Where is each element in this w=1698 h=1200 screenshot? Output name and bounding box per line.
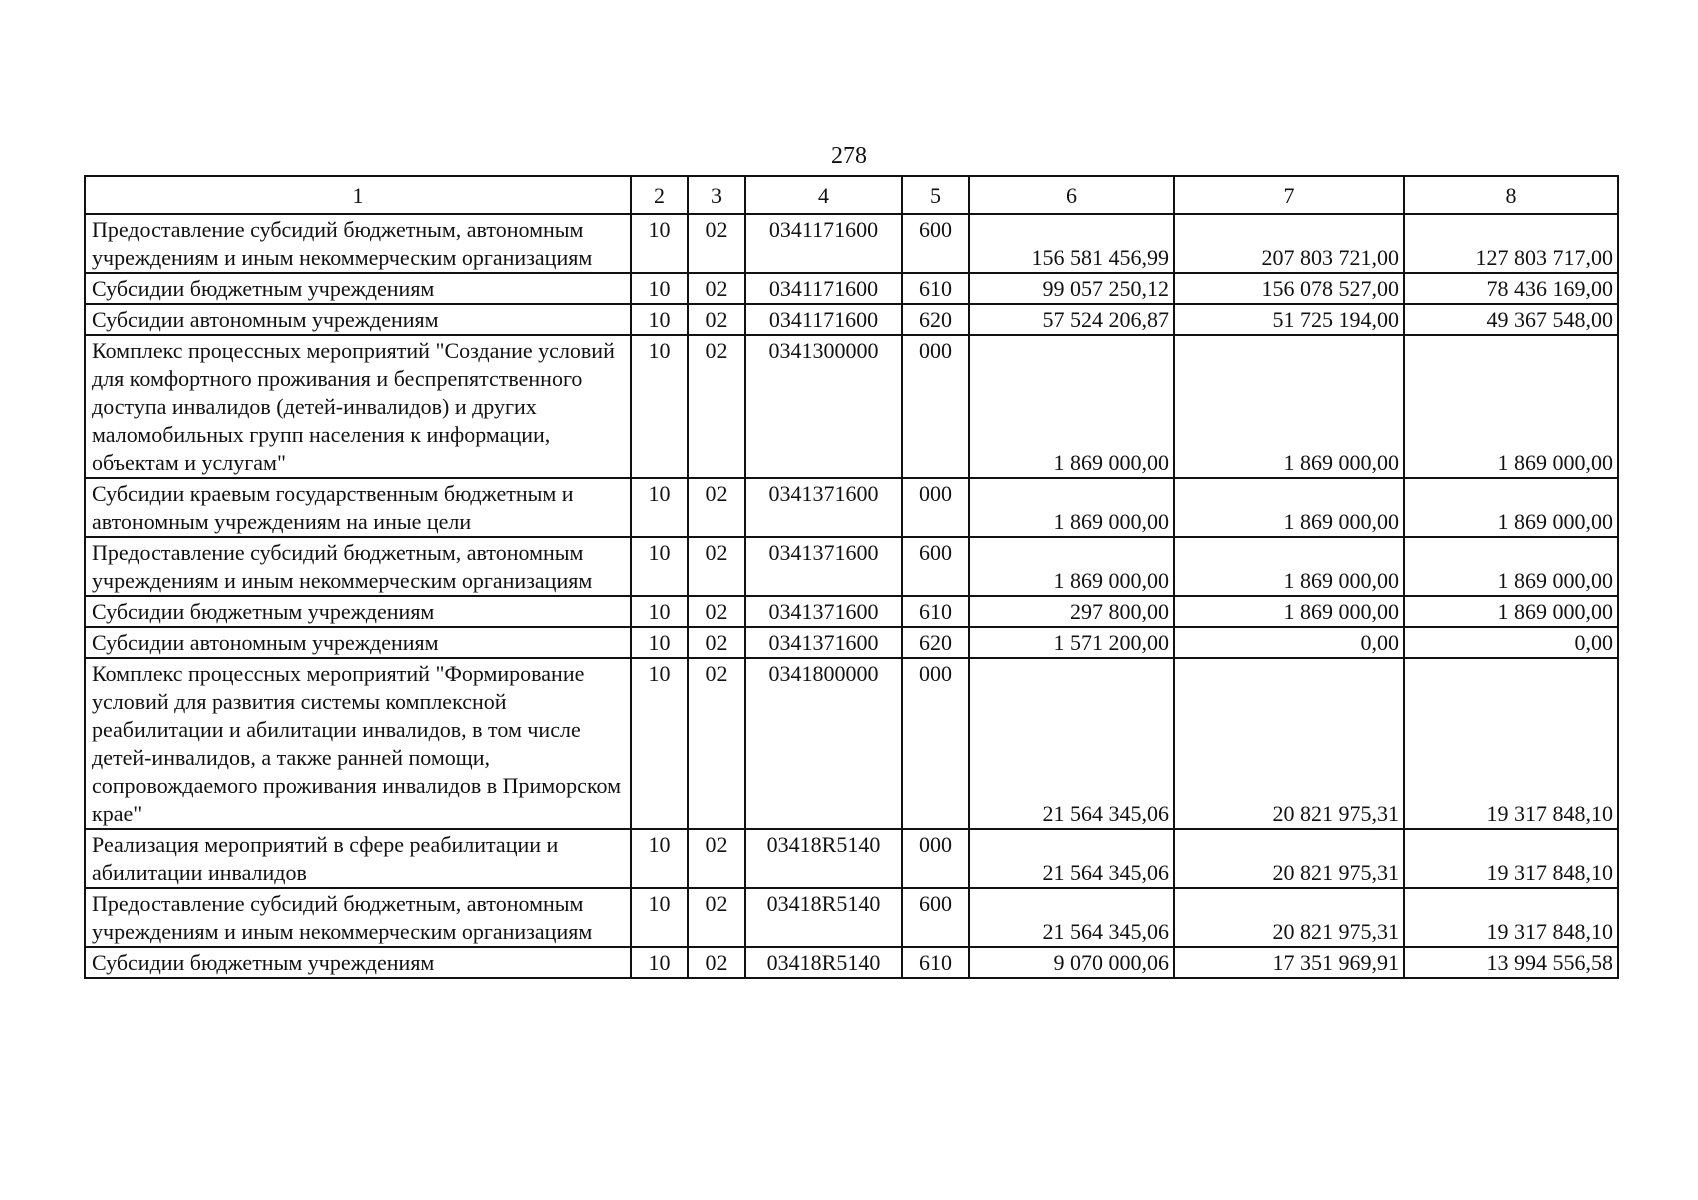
column-header-3: 3 [688, 176, 745, 214]
expense-type-code: 610 [902, 947, 969, 978]
row-name: Субсидии автономным учреждениям [85, 627, 631, 658]
row-name: Комплекс процессных мероприятий "Формирование условий для развития системы комплексной реабилитации и абилитации инвалидов, в том числе детей-инвалидов, а также ранней помощи, сопровождаемого проживания инвалидов в Приморском крае" [85, 658, 631, 829]
subsection-code: 02 [688, 214, 745, 273]
target-article-code: 03418R5140 [745, 829, 902, 888]
amount-col-6: 9 070 000,06 [969, 947, 1174, 978]
amount-col-6: 21 564 345,06 [969, 829, 1174, 888]
section-code: 10 [631, 478, 688, 537]
amount-col-6: 1 869 000,00 [969, 335, 1174, 478]
column-header-7: 7 [1174, 176, 1404, 214]
target-article-code: 0341171600 [745, 304, 902, 335]
column-header-2: 2 [631, 176, 688, 214]
row-name: Предоставление субсидий бюджетным, автономным учреждениям и иным некоммерческим организациям [85, 214, 631, 273]
amount-col-7: 51 725 194,00 [1174, 304, 1404, 335]
row-name: Субсидии автономным учреждениям [85, 304, 631, 335]
amount-col-7: 1 869 000,00 [1174, 596, 1404, 627]
row-name: Предоставление субсидий бюджетным, автономным учреждениям и иным некоммерческим организациям [85, 537, 631, 596]
amount-col-8: 1 869 000,00 [1404, 335, 1618, 478]
amount-col-8: 78 436 169,00 [1404, 273, 1618, 304]
amount-col-8: 13 994 556,58 [1404, 947, 1618, 978]
expense-type-code: 600 [902, 214, 969, 273]
table-row [85, 478, 1618, 537]
target-article-code: 0341800000 [745, 658, 902, 829]
table-row [85, 888, 1618, 947]
amount-col-8: 1 869 000,00 [1404, 478, 1618, 537]
amount-col-7: 156 078 527,00 [1174, 273, 1404, 304]
amount-col-8: 19 317 848,10 [1404, 888, 1618, 947]
section-code: 10 [631, 335, 688, 478]
amount-col-6: 57 524 206,87 [969, 304, 1174, 335]
amount-col-6: 1 571 200,00 [969, 627, 1174, 658]
expense-type-code: 000 [902, 658, 969, 829]
expense-type-code: 610 [902, 596, 969, 627]
table-row [85, 947, 1618, 978]
target-article-code: 0341171600 [745, 214, 902, 273]
amount-col-8: 19 317 848,10 [1404, 658, 1618, 829]
expense-type-code: 600 [902, 537, 969, 596]
table-row [85, 627, 1618, 658]
target-article-code: 0341371600 [745, 537, 902, 596]
subsection-code: 02 [688, 478, 745, 537]
row-name: Субсидии бюджетным учреждениям [85, 596, 631, 627]
target-article-code: 0341171600 [745, 273, 902, 304]
subsection-code: 02 [688, 596, 745, 627]
page-number: 278 [831, 143, 867, 169]
amount-col-7: 20 821 975,31 [1174, 888, 1404, 947]
subsection-code: 02 [688, 947, 745, 978]
amount-col-6: 1 869 000,00 [969, 537, 1174, 596]
column-header-8: 8 [1404, 176, 1618, 214]
table-row [85, 335, 1618, 478]
column-header-1: 1 [85, 176, 631, 214]
table-row [85, 658, 1618, 829]
amount-col-7: 1 869 000,00 [1174, 537, 1404, 596]
header-row [85, 176, 1618, 214]
subsection-code: 02 [688, 829, 745, 888]
row-name: Комплекс процессных мероприятий "Создание условий для комфортного проживания и беспрепятственного доступа инвалидов (детей-инвалидов) и других маломобильных групп населения к информации, объектам и услугам" [85, 335, 631, 478]
amount-col-8: 49 367 548,00 [1404, 304, 1618, 335]
amount-col-7: 207 803 721,00 [1174, 214, 1404, 273]
subsection-code: 02 [688, 888, 745, 947]
expense-type-code: 620 [902, 627, 969, 658]
target-article-code: 03418R5140 [745, 888, 902, 947]
expense-type-code: 000 [902, 829, 969, 888]
amount-col-7: 17 351 969,91 [1174, 947, 1404, 978]
table-row [85, 304, 1618, 335]
amount-col-8: 1 869 000,00 [1404, 596, 1618, 627]
table-row [85, 596, 1618, 627]
amount-col-7: 20 821 975,31 [1174, 829, 1404, 888]
amount-col-6: 21 564 345,06 [969, 888, 1174, 947]
amount-col-6: 156 581 456,99 [969, 214, 1174, 273]
amount-col-6: 99 057 250,12 [969, 273, 1174, 304]
expense-type-code: 000 [902, 335, 969, 478]
expense-type-code: 600 [902, 888, 969, 947]
target-article-code: 0341371600 [745, 596, 902, 627]
row-name: Субсидии бюджетным учреждениям [85, 273, 631, 304]
section-code: 10 [631, 829, 688, 888]
budget-table [84, 175, 1619, 979]
amount-col-7: 1 869 000,00 [1174, 335, 1404, 478]
amount-col-8: 0,00 [1404, 627, 1618, 658]
target-article-code: 0341300000 [745, 335, 902, 478]
section-code: 10 [631, 273, 688, 304]
subsection-code: 02 [688, 304, 745, 335]
subsection-code: 02 [688, 537, 745, 596]
amount-col-6: 21 564 345,06 [969, 658, 1174, 829]
row-name: Предоставление субсидий бюджетным, автономным учреждениям и иным некоммерческим организациям [85, 888, 631, 947]
section-code: 10 [631, 888, 688, 947]
subsection-code: 02 [688, 273, 745, 304]
target-article-code: 0341371600 [745, 478, 902, 537]
column-header-5: 5 [902, 176, 969, 214]
expense-type-code: 000 [902, 478, 969, 537]
amount-col-7: 1 869 000,00 [1174, 478, 1404, 537]
section-code: 10 [631, 947, 688, 978]
expense-type-code: 610 [902, 273, 969, 304]
subsection-code: 02 [688, 627, 745, 658]
amount-col-7: 0,00 [1174, 627, 1404, 658]
amount-col-8: 127 803 717,00 [1404, 214, 1618, 273]
section-code: 10 [631, 537, 688, 596]
table-row [85, 214, 1618, 273]
table-row [85, 537, 1618, 596]
subsection-code: 02 [688, 658, 745, 829]
row-name: Субсидии бюджетным учреждениям [85, 947, 631, 978]
amount-col-6: 1 869 000,00 [969, 478, 1174, 537]
section-code: 10 [631, 304, 688, 335]
section-code: 10 [631, 658, 688, 829]
row-name: Реализация мероприятий в сфере реабилитации и абилитации инвалидов [85, 829, 631, 888]
table-row [85, 273, 1618, 304]
column-header-4: 4 [745, 176, 902, 214]
amount-col-8: 1 869 000,00 [1404, 537, 1618, 596]
section-code: 10 [631, 214, 688, 273]
target-article-code: 0341371600 [745, 627, 902, 658]
target-article-code: 03418R5140 [745, 947, 902, 978]
subsection-code: 02 [688, 335, 745, 478]
row-name: Субсидии краевым государственным бюджетным и автономным учреждениям на иные цели [85, 478, 631, 537]
amount-col-7: 20 821 975,31 [1174, 658, 1404, 829]
section-code: 10 [631, 627, 688, 658]
expense-type-code: 620 [902, 304, 969, 335]
section-code: 10 [631, 596, 688, 627]
table-row [85, 829, 1618, 888]
amount-col-8: 19 317 848,10 [1404, 829, 1618, 888]
amount-col-6: 297 800,00 [969, 596, 1174, 627]
column-header-6: 6 [969, 176, 1174, 214]
